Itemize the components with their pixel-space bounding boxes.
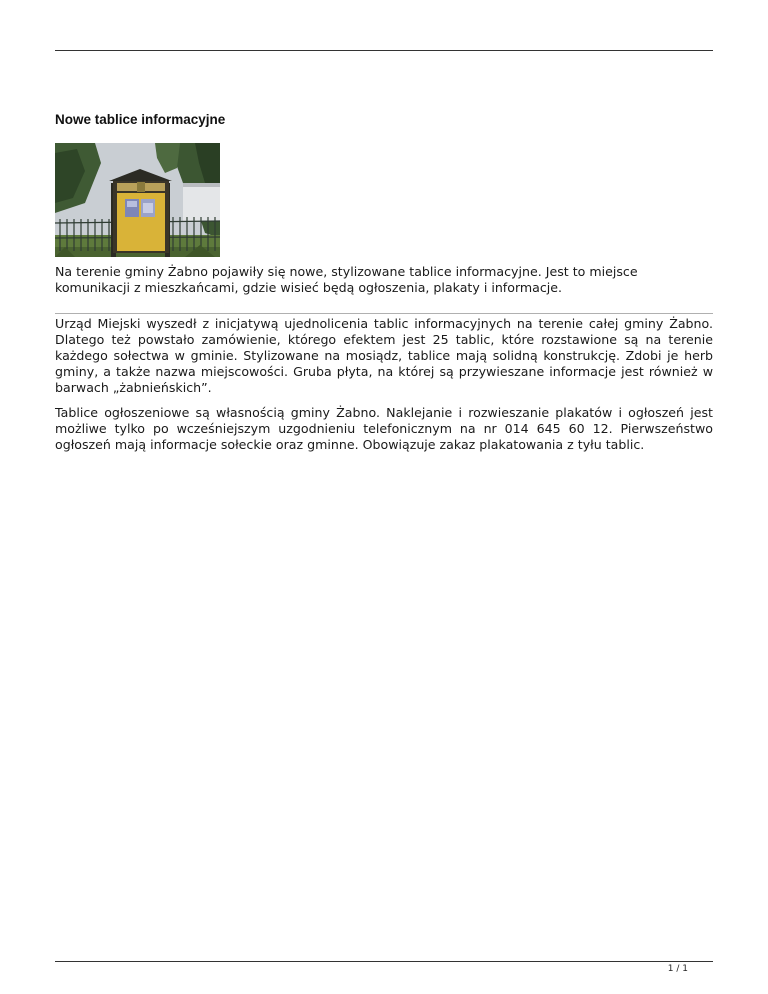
header-rule [55, 50, 713, 51]
page-number: 1 / 1 [667, 964, 688, 974]
body-paragraph-2: Tablice ogłoszeniowe są własnością gminy Żabno. Naklejanie i rozwieszanie plakatów i ogłoszeń jest możliwe tylko po wcześniejszym uzgodnieniu telefonicznym na nr 014 645 60 12. Pierwszeństwo ogłoszeń mają informacje sołeckie oraz gminne. Obowiązuje zakaz plakatowania z tyłu tablic. [55, 405, 713, 452]
article-title: Nowe tablice informacyjne [55, 112, 226, 127]
body-paragraph-1: Urząd Miejski wyszedł z inicjatywą ujednolicenia tablic informacyjnych na terenie całej gminy Żabno. Dlatego też powstało zamówienie, którego efektem jest 25 tablic, które rozstawione są na terenie każdego sołectwa w gminie. Stylizowane na mosiądz, tablice mają solidną konstrukcję. Zdobi je herb gminy, a także nazwa miejscowości. Gruba płyta, na której są przywieszane informacje jest również w barwach „żabnieńskich”. [55, 316, 713, 395]
footer-rule [55, 961, 713, 962]
notice-board-photo [55, 143, 220, 257]
lead-paragraph: Na terenie gminy Żabno pojawiły się nowe, stylizowane tablice informacyjne. Jest to miejsce komunikacji z mieszkańcami, gdzie wisieć będą ogłoszenia, plakaty i informacje. [55, 264, 638, 295]
section-divider [55, 313, 713, 314]
